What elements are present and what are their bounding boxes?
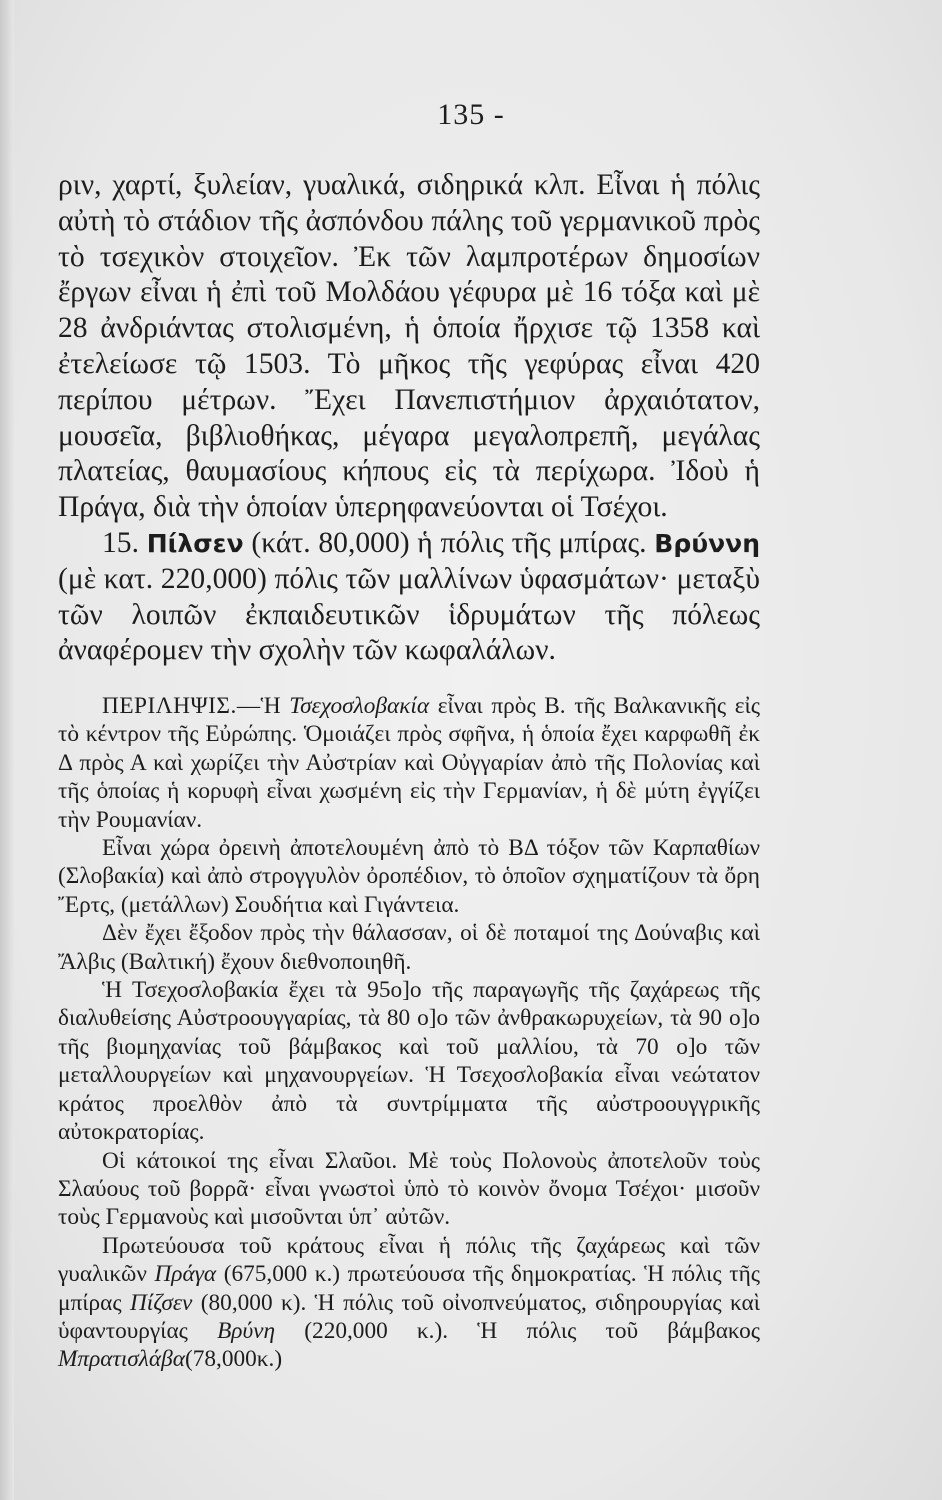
city-prague: Πράγα	[154, 1261, 217, 1288]
city-pilsen: Πίζσεν	[129, 1289, 193, 1316]
summary-country-name: Τσεχοσλοβακία	[289, 693, 430, 719]
capital-text-1: Πρωτεύουσα τοῦ κράτους εἶναι ἡ πόλις τῆς ζαχάρεως καὶ τῶν γυαλικῶν	[58, 1232, 760, 1288]
page-number: 135 -	[437, 98, 505, 131]
section-number: 15.	[102, 526, 139, 559]
summary-paragraph-6	[58, 1232, 760, 1374]
paragraph-prague: ριν, χαρτί, ξυλείαν, γυαλικά, σιδηρικά κλπ. Εἶναι ἡ πόλις αὐτὴ τὸ στάδιον τῆς ἀσπόνδου πάλης τοῦ γερμανικοῦ πρὸς τὸ τσεχικὸν στοιχεῖον. Ἐκ τῶν λαμπροτέρων δημοσίων ἔργων εἶναι ἡ ἐπὶ τοῦ Μολδάου γέφυρα μὲ 16 τόξα καὶ μὲ 28 ἀνδριάντας στολισμένη, ἡ ὁποία ἤρχισε τῷ 1358 καὶ ἐτελείωσε τῷ 1503. Τὸ μῆκος τῆς γεφύρας εἶναι 420 περίπου μέτρων. Ἔχει Πανεπιστήμιον ἀρχαιότατον, μουσεῖα, βιβλιοθήκας, μέγαρα μεγαλοπρεπῆ, μεγάλας πλατείας, θαυμασίους κήπους εἰς τὰ περίχωρα. Ἰδοὺ ἡ Πράγα, διὰ τὴν ὁποίαν ὑπερηφανεύονται οἱ Τσέχοι.	[58, 169, 760, 524]
pilsen-text: (κάτ. 80,000) ἡ πόλις τῆς μπίρας.	[251, 526, 647, 559]
place-brno: Βρύννη	[654, 528, 760, 558]
summary-paragraph-3: Δὲν ἔχει ἔξοδον πρὸς τὴν θάλασσαν, οἱ δὲ ποταμοί της Δούναβις καὶ Ἄλβις (Βαλτική) ἔχουν διεθνοποιηθῆ.	[58, 920, 760, 975]
city-bratislava: Μπρατισλάβα	[58, 1346, 185, 1373]
brno-text: (μὲ κατ. 220,000) πόλις τῶν μαλλίνων ὑφασμάτων· μεταξὺ τῶν λοιπῶν ἐκπαιδευτικῶν ἱδρυμάτων τῆς πόλεως ἀναφέρομεν τὴν σχολὴν τῶν κωφαλάλων.	[58, 562, 760, 667]
main-text-block	[58, 168, 760, 669]
capital-text-3: (80,000 κ). Ἡ πόλις τοῦ οἰνοπνεύματος, σιδηρουργίας καὶ ὑφαντουργίας	[58, 1289, 760, 1344]
paragraph-pilsen-brno	[58, 526, 760, 669]
summary-paragraph-5: Οἱ κάτοικοί της εἶναι Σλαῦοι. Μὲ τοὺς Πολονοὺς ἀποτελοῦν τοὺς Σλαύους τοῦ βορρᾶ· εἶναι γνωστοὶ ὑπὸ τὸ κοινὸν ὄνομα Τσέχοι· μισοῦν τοὺς Γερμανοὺς καὶ μισοῦνται ὑπ᾽ αὐτῶν.	[58, 1147, 760, 1231]
capital-text-4: (220,000 κ.). Ἡ πόλις τοῦ βάμβακος	[304, 1317, 760, 1344]
summary-p1-article: Ἡ	[260, 693, 281, 719]
city-brno: Βρύνη	[217, 1317, 276, 1344]
capital-text-2: (675,000 κ.) πρωτεύουσα τῆς δημοκρατίας. Ἡ πόλις τῆς μπίρας	[58, 1261, 760, 1316]
capital-text-5: (78,000κ.)	[184, 1346, 283, 1373]
summary-p1-text: εἶναι πρὸς Β. τῆς Βαλκανικῆς εἰς τὸ κέντρον τῆς Εὐρώπης. Ὁμοιάζει πρὸς σφῆνα, ἡ ὁποία ἔχει καρφωθῆ ἐκ Δ πρὸς Α καὶ χωρίζει τὴν Αὐστρίαν καὶ Οὐγγαρίαν ἀπὸ τῆς Πολονίας καὶ τῆς ὁποίας ἡ κορυφὴ εἶναι χωσμένη εἰς τὴν Γερμανίαν, ἡ δὲ μύτη ἐγγίζει τὴν Ρουμανίαν.	[58, 693, 760, 833]
summary-heading: ΠΕΡΙΛΗΨΙΣ.—	[102, 693, 261, 719]
place-pilsen: Πίλσεν	[146, 528, 244, 558]
summary-paragraph-2: Εἶναι χώρα ὀρεινὴ ἀποτελουμένη ἀπὸ τὸ ΒΔ τόξον τῶν Καρπαθίων (Σλοβακία) καὶ ἀπὸ στρογγυλὸν ὀροπέδιον, τὸ ὁποῖον σχηματίζουν τὰ ὄρη Ἔρτς, (μετάλλων) Σουδήτια καὶ Γιγάντεια.	[58, 835, 760, 918]
summary-paragraph-1	[58, 692, 760, 834]
summary-paragraph-4: Ἡ Τσεχοσλοβακία ἔχει τὰ 95ο]ο τῆς παραγωγῆς τῆς ζαχάρεως τῆς διαλυθείσης Αὐστροουγγαρίας, τὰ 80 ο]ο τῶν ἀνθρακωρυχείων, τὰ 90 ο]ο τῆς βιομηχανίας τοῦ βάμβακος καὶ τοῦ μαλλίου, τὰ 70 ο]ο τῶν μεταλλουργείων καὶ μηχανουργείων. Ἡ Τσεχοσλοβακία εἶναι νεώτατον κράτος προελθὸν ἀπὸ τὰ συντρίμματα τῆς αὐστροουγγρικῆς αὐτοκρατορίας.	[58, 977, 760, 1146]
page-gutter-shadow	[0, 0, 14, 1500]
summary-block	[58, 692, 760, 1374]
